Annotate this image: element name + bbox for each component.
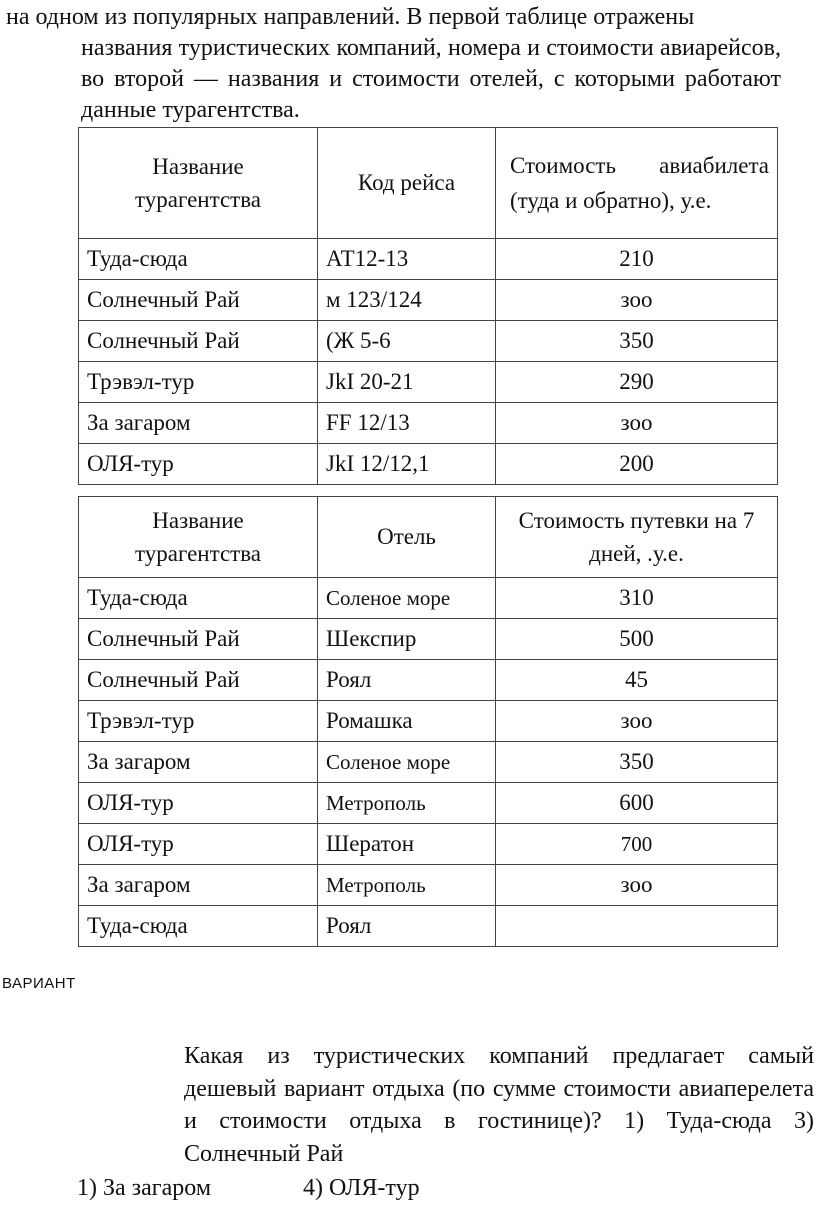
hotel-cell: Роял <box>318 906 496 947</box>
intro-rest: названия туристических компаний, номера и стоимости авиарейсов, во второй — названия и стоимости отелей, с которыми работают данные турагентства. <box>81 35 781 123</box>
table-row <box>79 742 778 783</box>
agency-cell: Солнечный Рай <box>79 660 318 701</box>
price-cell: зоо <box>496 403 778 444</box>
agency-cell: ОЛЯ-тур <box>79 783 318 824</box>
intro-line-1: на одном из популярных направлений. В первой таблице отражены <box>6 4 695 30</box>
price-cell: 500 <box>496 619 778 660</box>
answer-option-1: 1) За загаром <box>77 1175 212 1201</box>
table-row <box>79 239 778 280</box>
agency-cell: За загаром <box>79 403 318 444</box>
price-cell <box>496 906 778 947</box>
agency-cell: Солнечный Рай <box>79 321 318 362</box>
hotel-cell: Соленое море <box>318 742 496 783</box>
answer-options <box>77 1175 420 1202</box>
table-row <box>79 619 778 660</box>
flights-header-row <box>79 128 778 239</box>
agency-cell: ОЛЯ-тур <box>79 824 318 865</box>
table-row <box>79 865 778 906</box>
header-ticket-price: Стоимость авиабилета (туда и обратно), у.е. <box>496 128 778 239</box>
price-cell: зоо <box>496 280 778 321</box>
header-agency: Название турагентства <box>79 128 318 239</box>
hotels-table <box>78 496 778 947</box>
price-cell: 700 <box>496 824 778 865</box>
price-cell: 290 <box>496 362 778 403</box>
hotel-cell: Роял <box>318 660 496 701</box>
flight-code-cell: (Ж 5-6 <box>318 321 496 362</box>
hotel-cell: Соленое море <box>318 578 496 619</box>
table-row <box>79 362 778 403</box>
table-row <box>79 660 778 701</box>
agency-cell: Туда-сюда <box>79 906 318 947</box>
table-row <box>79 403 778 444</box>
flight-code-cell: м 123/124 <box>318 280 496 321</box>
table-row <box>79 280 778 321</box>
variant-label: ВАРИАНТ <box>2 975 76 992</box>
agency-cell: Трэвэл-тур <box>79 362 318 403</box>
flight-code-cell: FF 12/13 <box>318 403 496 444</box>
table-row <box>79 578 778 619</box>
agency-cell: Туда-сюда <box>79 578 318 619</box>
hotel-cell: Шекспир <box>318 619 496 660</box>
price-cell: 45 <box>496 660 778 701</box>
flight-code-cell: АТ12-13 <box>318 239 496 280</box>
agency-cell: За загаром <box>79 865 318 906</box>
hotels-header-row <box>79 497 778 578</box>
flight-code-cell: JkI 12/12,1 <box>318 444 496 485</box>
hotel-cell: Метрополь <box>318 783 496 824</box>
hotel-cell: Метрополь <box>318 865 496 906</box>
agency-cell: Трэвэл-тур <box>79 701 318 742</box>
price-cell: зоо <box>496 865 778 906</box>
table-row <box>79 783 778 824</box>
answer-option-4: 4) ОЛЯ-тур <box>303 1175 420 1201</box>
price-cell: 200 <box>496 444 778 485</box>
price-cell: 600 <box>496 783 778 824</box>
agency-cell: Туда-сюда <box>79 239 318 280</box>
header-tour-price: Стоимость путевки на 7 дней, .у.е. <box>496 497 778 578</box>
agency-cell: Солнечный Рай <box>79 619 318 660</box>
hotel-cell: Ромашка <box>318 701 496 742</box>
header-hotel: Отель <box>318 497 496 578</box>
price-cell: зоо <box>496 701 778 742</box>
flights-table <box>78 127 778 485</box>
agency-cell: ОЛЯ-тур <box>79 444 318 485</box>
table-row <box>79 321 778 362</box>
agency-cell: Солнечный Рай <box>79 280 318 321</box>
price-cell: 350 <box>496 742 778 783</box>
question-body: Какая из туристических компаний предлагает самый дешевый вариант отдыха (по сумме стоимости авиаперелета и стоимости отдыха в гостинице)? 1) Туда-сюда 3) Солнечный Рай <box>184 1043 814 1167</box>
table-row <box>79 906 778 947</box>
hotel-cell: Шератон <box>318 824 496 865</box>
table-row <box>79 444 778 485</box>
header-agency: Название турагентства <box>79 497 318 578</box>
table-row <box>79 701 778 742</box>
intro-paragraph <box>6 2 781 126</box>
question-text <box>146 1040 814 1170</box>
table-row <box>79 824 778 865</box>
price-cell: 310 <box>496 578 778 619</box>
price-cell: 350 <box>496 321 778 362</box>
flight-code-cell: JkI 20-21 <box>318 362 496 403</box>
price-cell: 210 <box>496 239 778 280</box>
header-flight-code: Код рейса <box>318 128 496 239</box>
agency-cell: За загаром <box>79 742 318 783</box>
